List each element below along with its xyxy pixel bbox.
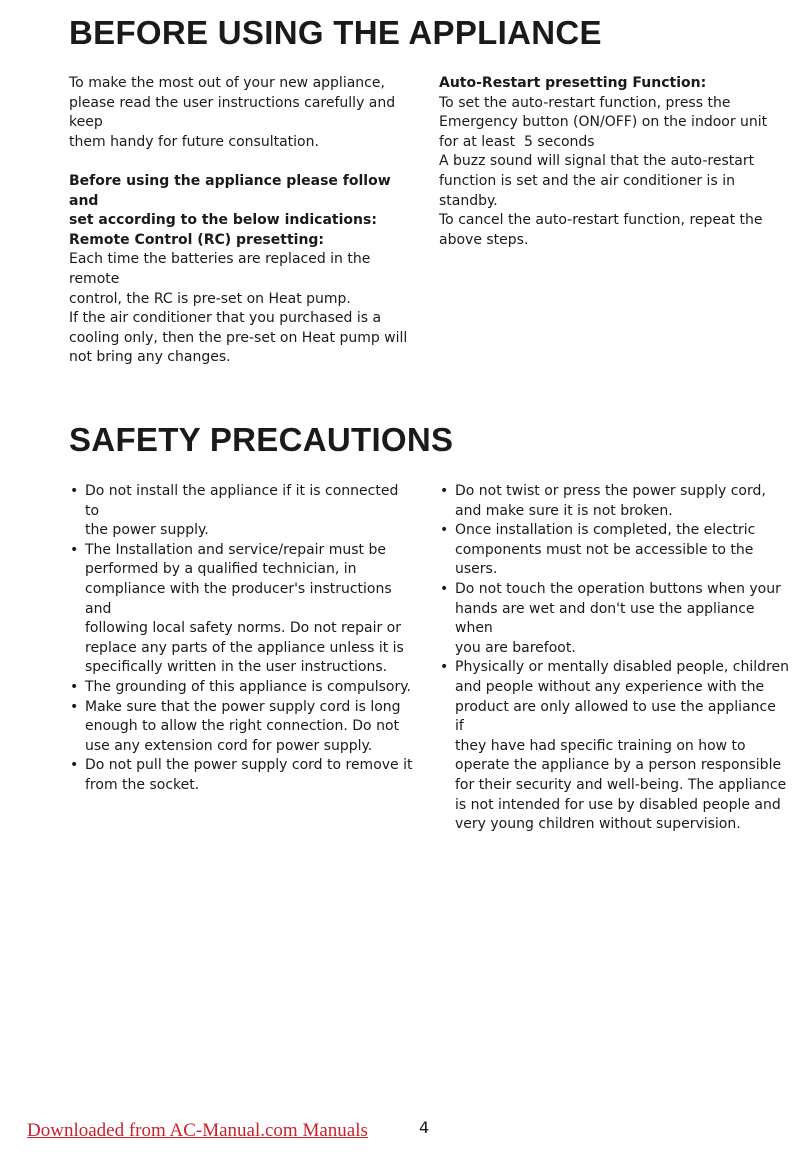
text-line: above steps.: [439, 231, 529, 248]
bullet-icon: •: [440, 580, 449, 597]
safety-list-item: [439, 580, 789, 658]
text-line: they have had specific training on how to: [455, 737, 746, 754]
text-line: specifically written in the user instructions.: [85, 659, 388, 676]
page-title-before-using: BEFORE USING THE APPLIANCE: [69, 14, 602, 51]
text-line: please read the user instructions carefully and keep: [69, 94, 396, 131]
bullet-icon: •: [440, 483, 449, 499]
text-line: Once installation is completed, the electric: [455, 522, 756, 539]
download-source-link[interactable]: Downloaded from AC-Manual.com Manuals: [27, 1120, 368, 1141]
text-line: To make the most out of your new appliance,: [69, 75, 385, 91]
text-line: not bring any changes.: [69, 349, 231, 366]
bullet-icon: •: [70, 541, 79, 558]
text-line: and people without any experience with the: [455, 678, 765, 695]
text-line: following local safety norms. Do not repair or: [85, 620, 401, 637]
safety-list-item: [69, 541, 414, 678]
rc-presetting-body: [69, 250, 419, 368]
text-line: Before using the appliance please follow and: [69, 172, 391, 209]
text-line: Do not install the appliance if it is connected to: [85, 483, 399, 519]
safety-list-left: [69, 482, 414, 796]
text-line: If the air conditioner that you purchased is a: [69, 310, 382, 327]
text-line: compliance with the producer's instructions and: [85, 580, 392, 617]
auto-restart-body: [439, 94, 789, 251]
before-using-left-column: [69, 74, 419, 368]
safety-right-column: [439, 482, 789, 835]
text-line: from the socket.: [85, 776, 200, 793]
text-line: Each time the batteries are replaced in the remote: [69, 251, 371, 287]
text-line: components must not be accessible to the users.: [455, 541, 754, 578]
text-line: enough to allow the right connection. Do not: [85, 718, 399, 735]
intro-paragraph: [69, 74, 419, 152]
safety-list-item: [69, 698, 414, 757]
bullet-icon: •: [440, 522, 449, 539]
text-line: you are barefoot.: [455, 639, 576, 656]
text-line: cooling only, then the pre-set on Heat pump will: [69, 329, 408, 346]
text-line: Do not twist or press the power supply cord,: [455, 483, 766, 499]
text-line: Make sure that the power supply cord is long: [85, 698, 401, 715]
before-using-right-column: [439, 74, 789, 250]
text-line: Emergency button (ON/OFF) on the indoor unit: [439, 114, 768, 131]
safety-list-item: [439, 521, 789, 580]
text-line: replace any parts of the appliance unless it is: [85, 639, 404, 656]
text-line: very young children without supervision.: [455, 816, 741, 833]
rc-presetting-heading: [69, 172, 419, 250]
page-number: 4: [419, 1118, 430, 1137]
text-line: The grounding of this appliance is compulsory.: [85, 678, 411, 695]
bullet-icon: •: [440, 659, 449, 676]
text-line: A buzz sound will signal that the auto-restart: [439, 153, 755, 170]
safety-list-item: [69, 678, 414, 698]
safety-list-item: [69, 482, 414, 541]
text-line: the power supply.: [85, 522, 209, 539]
text-line: for at least 5 seconds: [439, 133, 595, 150]
text-line: for their security and well-being. The appliance: [455, 776, 787, 793]
bullet-icon: •: [70, 757, 79, 774]
text-line: function is set and the air conditioner is in standby.: [439, 172, 735, 209]
text-line: Do not touch the operation buttons when your: [455, 580, 781, 597]
page-title-safety-precautions: SAFETY PRECAUTIONS: [69, 421, 454, 458]
text-line: and make sure it is not broken.: [455, 502, 673, 519]
text-line: set according to the below indications:: [69, 212, 377, 229]
bullet-icon: •: [70, 678, 79, 695]
text-line: performed by a qualified technician, in: [85, 561, 357, 578]
bullet-icon: •: [70, 483, 79, 499]
safety-list-item: [69, 756, 414, 795]
text-line: hands are wet and don't use the appliance when: [455, 600, 755, 637]
safety-left-column: [69, 482, 414, 796]
text-line: product are only allowed to use the appliance if: [455, 698, 776, 735]
safety-list-item: [439, 482, 789, 521]
text-line: use any extension cord for power supply.: [85, 737, 373, 754]
safety-list-item: [439, 658, 789, 834]
text-line: Do not pull the power supply cord to remove it: [85, 757, 413, 774]
text-line: The Installation and service/repair must be: [85, 541, 386, 558]
text-line: them handy for future consultation.: [69, 133, 319, 150]
text-line: To set the auto-restart function, press the: [439, 94, 731, 111]
text-line: is not intended for use by disabled people and: [455, 796, 781, 813]
text-line: operate the appliance by a person responsible: [455, 757, 782, 774]
auto-restart-heading: Auto-Restart presetting Function:: [439, 75, 707, 91]
text-line: Physically or mentally disabled people, children: [455, 659, 789, 676]
text-line: To cancel the auto-restart function, repeat the: [439, 212, 763, 229]
text-line: control, the RC is pre-set on Heat pump.: [69, 290, 351, 307]
text-line: Remote Control (RC) presetting:: [69, 231, 325, 248]
bullet-icon: •: [70, 698, 79, 715]
safety-list-right: [439, 482, 789, 835]
